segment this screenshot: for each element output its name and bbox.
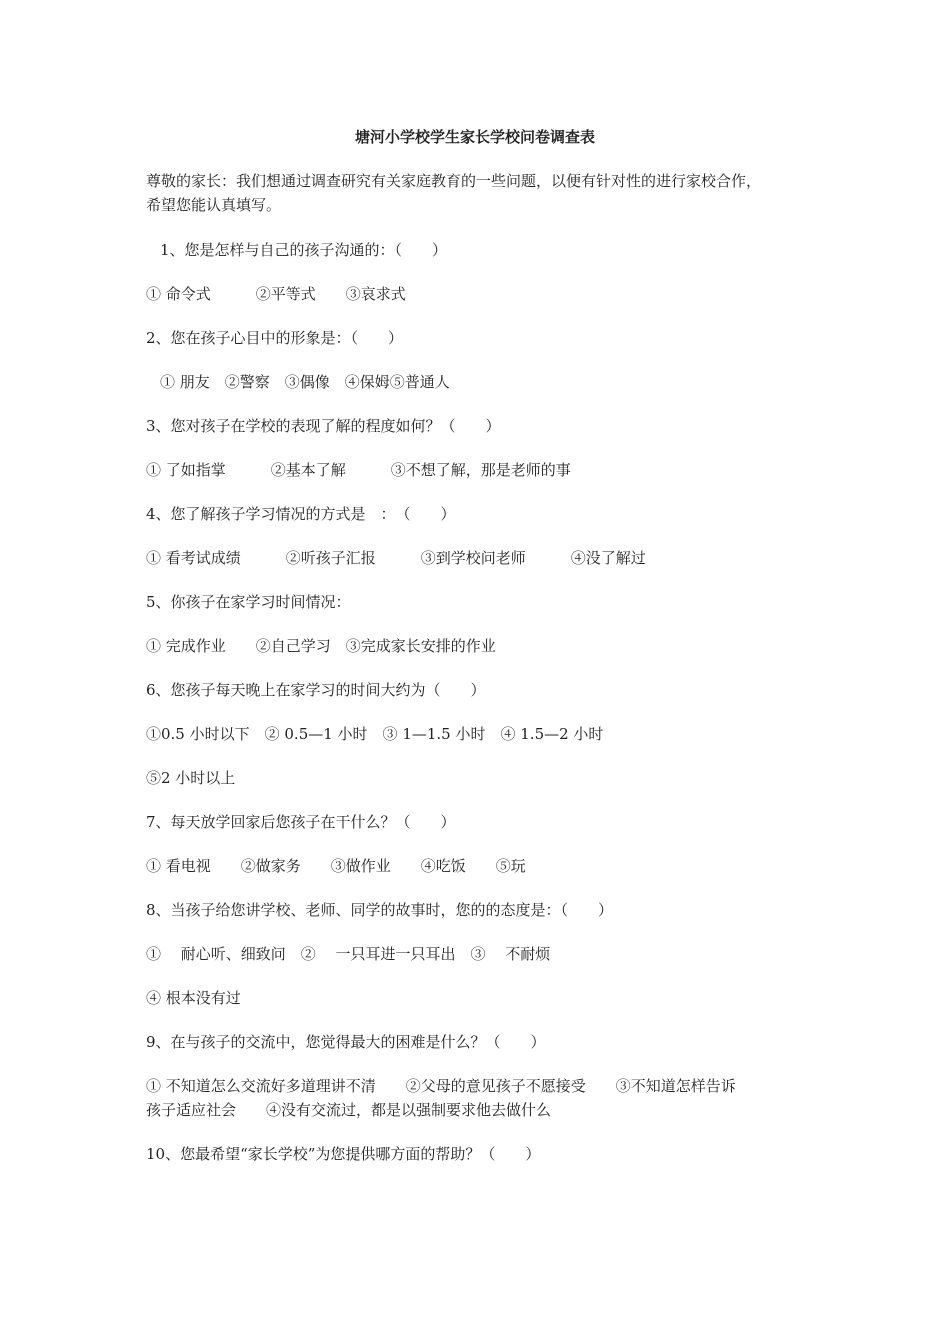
question-8-options-1: ① 耐心听、细致问 ② 一只耳进一只耳出 ③ 不耐烦 — [146, 945, 551, 963]
question-4-options: ① 看考试成绩 ②听孩子汇报 ③到学校问老师 ④没了解过 — [146, 549, 646, 567]
intro-line-2: 希望您能认真填写。 — [146, 196, 282, 214]
question-7: 7、每天放学回家后您孩子在干什么？（ ） — [146, 813, 456, 831]
question-5: 5、你孩子在家学习时间情况： — [146, 593, 351, 611]
question-2-options: ① 朋友 ②警察 ③偶像 ④保姆⑤普通人 — [160, 373, 450, 391]
question-4: 4、您了解孩子学习情况的方式是 ： （ ） — [146, 505, 456, 523]
question-1: 1、您是怎样与自己的孩子沟通的：（ ） — [160, 241, 448, 259]
page-title: 塘河小学校学生家长学校问卷调查表 — [354, 128, 595, 146]
question-9-options-2: 孩子适应社会 ④没有交流过，都是以强制要求他去做什么 — [146, 1101, 552, 1119]
question-8-options-2: ④ 根本没有过 — [146, 989, 241, 1007]
question-3: 3、您对孩子在学校的表现了解的程度如何？（ ） — [146, 417, 501, 435]
question-8: 8、当孩子给您讲学校、老师、同学的故事时，您的的态度是：（ ） — [146, 901, 614, 919]
question-6-options-2: ⑤2 小时以上 — [146, 769, 236, 787]
question-7-options: ① 看电视 ②做家务 ③做作业 ④吃饭 ⑤玩 — [146, 857, 526, 875]
question-1-options: ① 命令式 ②平等式 ③哀求式 — [146, 285, 406, 303]
question-10: 10、您最希望“家长学校”为您提供哪方面的帮助？（ ） — [146, 1145, 541, 1163]
question-3-options: ① 了如指掌 ②基本了解 ③不想了解，那是老师的事 — [146, 461, 571, 479]
question-9: 9、在与孩子的交流中，您觉得最大的困难是什么？（ ） — [146, 1033, 546, 1051]
question-5-options: ① 完成作业 ②自己学习 ③完成家长安排的作业 — [146, 637, 496, 655]
question-6-options-1: ①0.5 小时以下 ② 0.5—1 小时 ③ 1—1.5 小时 ④ 1.5—2 小时 — [146, 725, 604, 743]
question-6: 6、您孩子每天晚上在家学习的时间大约为（ ） — [146, 681, 486, 699]
question-2: 2、您在孩子心目中的形象是：（ ） — [146, 329, 404, 347]
question-9-options-1: ① 不知道怎么交流好多道理讲不清 ②父母的意见孩子不愿接受 ③不知道怎样告诉 — [146, 1077, 736, 1095]
intro-line-1: 尊敬的家长：我们想通过调查研究有关家庭教育的一些问题，以便有针对性的进行家校合作， — [146, 172, 762, 190]
